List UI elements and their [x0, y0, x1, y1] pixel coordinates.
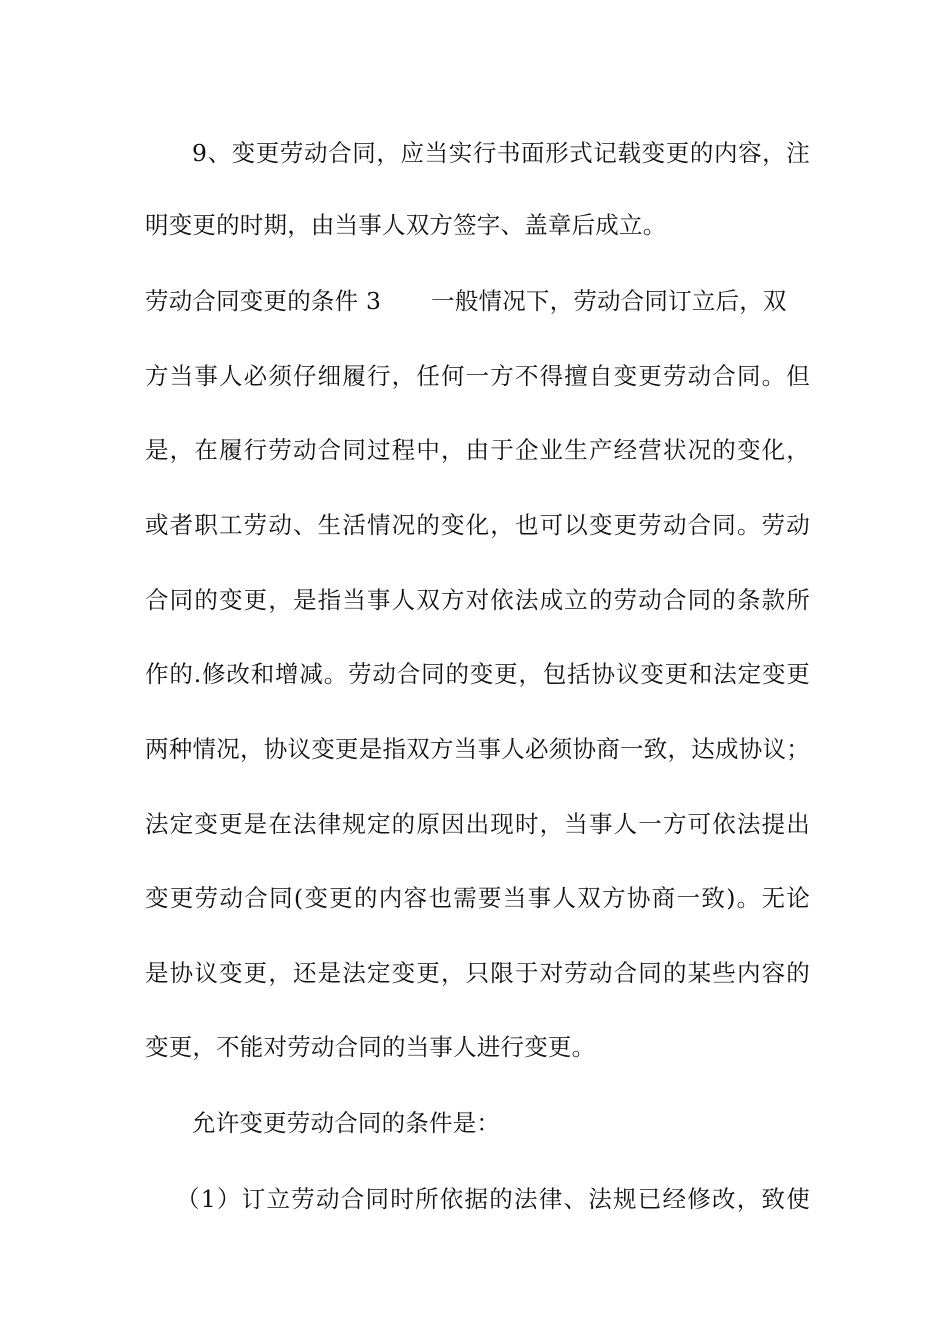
section-body-line-10: 变更，不能对劳动合同的当事人进行变更。 — [145, 1033, 596, 1061]
section-body-first: 一般情况下，劳动合同订立后，双 — [431, 287, 787, 315]
section-body-line-2: 是，在履行劳动合同过程中，由于企业生产经营状况的变化， — [145, 436, 810, 464]
section-heading: 劳动合同变更的条件 3 — [145, 287, 382, 315]
section-body-line-6: 两种情况，协议变更是指双方当事人必须协商一致，达成协议； — [145, 735, 810, 763]
section-body-line-1: 方当事人必须仔细履行，任何一方不得擅自变更劳动合同。但 — [145, 362, 810, 390]
condition-1: （1）订立劳动合同时所依据的法律、法规已经修改，致使 — [176, 1185, 810, 1213]
section-body-line-8: 变更劳动合同(变更的内容也需要当事人双方协商一致)。无论 — [145, 884, 810, 912]
section-body-line-4: 合同的变更，是指当事人双方对依法成立的劳动合同的条款所 — [145, 586, 810, 614]
section-body-line-5: 作的.修改和增减。劳动合同的变更，包括协议变更和法定变更 — [145, 660, 810, 688]
paragraph-9-line-1: 9、变更劳动合同，应当实行书面形式记载变更的内容，注 — [192, 139, 810, 167]
section-body-line-7: 法定变更是在法律规定的原因出现时，当事人一方可依法提出 — [145, 810, 810, 838]
section-first-line — [145, 283, 810, 319]
section-body-line-3: 或者职工劳动、生活情况的变化，也可以变更劳动合同。劳动 — [145, 511, 810, 539]
conditions-intro: 允许变更劳动合同的条件是： — [192, 1109, 501, 1137]
paragraph-9-line-2: 明变更的时期，由当事人双方签字、盖章后成立。 — [145, 211, 667, 239]
section-body-line-9: 是协议变更，还是法定变更，只限于对劳动合同的某些内容的 — [145, 959, 810, 987]
